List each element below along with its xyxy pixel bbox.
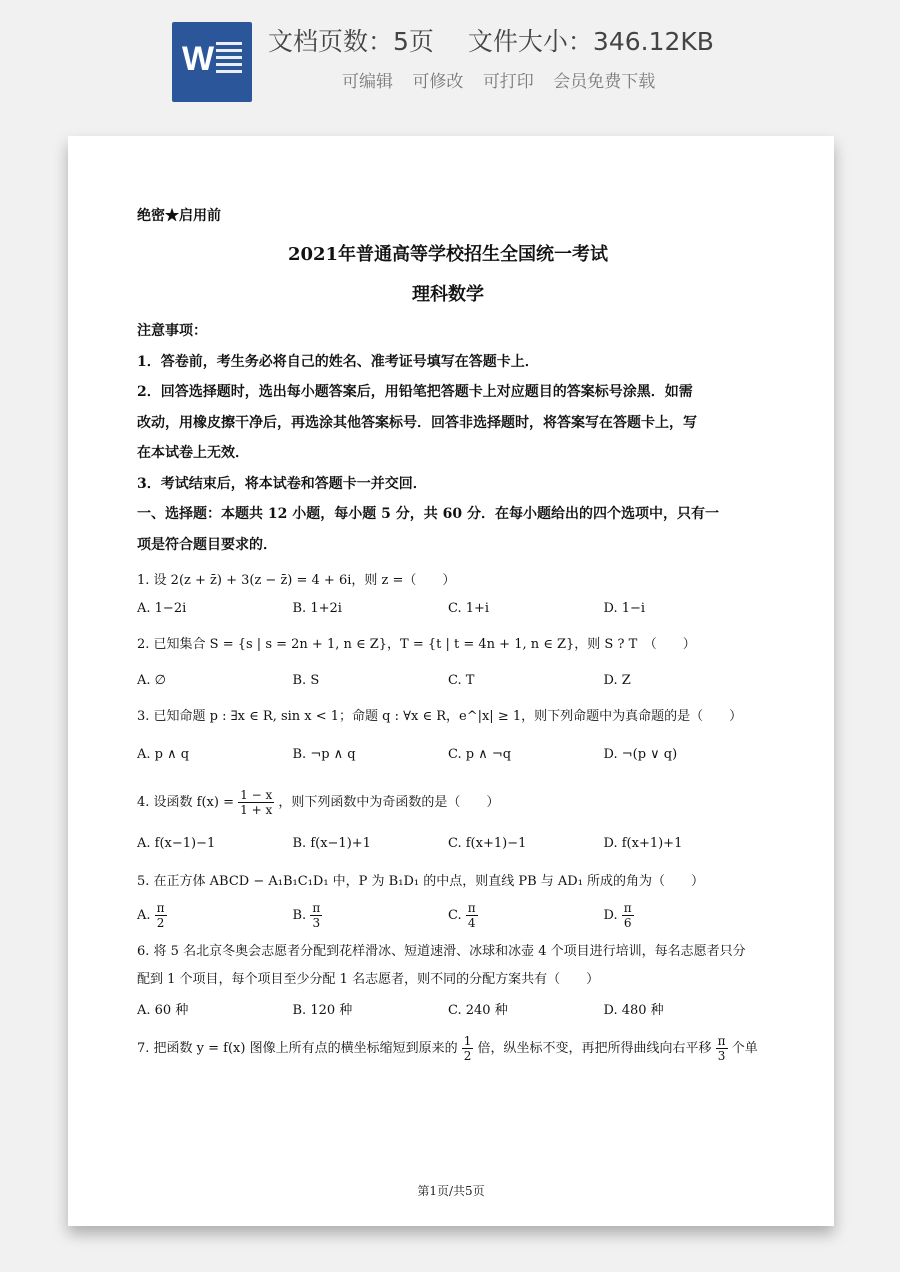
option-b: B. 1+2i xyxy=(292,601,342,616)
doc-stats xyxy=(268,22,714,58)
option-fraction xyxy=(466,901,478,930)
download-banner xyxy=(0,0,900,130)
page-count: 文档页数：5页 xyxy=(268,27,434,56)
option-label: D. xyxy=(603,908,618,923)
feature-list xyxy=(342,67,665,92)
option-b: B. f(x−1)+1 xyxy=(292,836,371,851)
question-2: 2. 已知集合 S = {s | s = 2n + 1, n ∈ Z}，T = {t | t = 4n + 1, n ∈ Z}，则 S ? T （ ） xyxy=(137,637,696,652)
fraction-numerator: π xyxy=(156,901,165,915)
option-d xyxy=(604,901,760,930)
option-d: D. 480 种 xyxy=(603,1003,664,1018)
option-b: B. S xyxy=(292,673,320,688)
option-label: B. xyxy=(292,908,307,923)
question-4-options xyxy=(137,833,759,855)
fraction-numerator: π xyxy=(717,1034,726,1048)
fraction-numerator: π xyxy=(312,901,321,915)
option-a: A. f(x−1)−1 xyxy=(137,836,216,851)
fraction-denominator: 2 xyxy=(463,1049,472,1063)
fraction-numerator: π xyxy=(467,901,476,915)
note-2c: 在本试卷上无效． xyxy=(137,445,249,461)
note-2b: 改动，用橡皮擦干净后，再选涂其他答案标号．回答非选择题时，将答案写在答题卡上，写 xyxy=(137,414,697,431)
option-fraction xyxy=(155,901,167,930)
fraction-denominator: 3 xyxy=(717,1049,726,1063)
option-a xyxy=(137,901,293,930)
fraction-denominator: 6 xyxy=(623,916,632,930)
feature-printable: 可打印 xyxy=(482,72,534,92)
option-d: D. f(x+1)+1 xyxy=(603,836,683,851)
option-a: A. p ∧ q xyxy=(137,747,190,762)
word-icon: W xyxy=(172,22,252,102)
option-d: D. 1−i xyxy=(603,601,646,616)
exam-title: 2021年普通高等学校招生全国统一考试 xyxy=(287,244,609,265)
section-heading-1a: 一、选择题：本题共 12 小题，每小题 5 分，共 60 分．在每小题给出的四个选项中，只有一 xyxy=(137,506,719,522)
exam-subject: 理科数学 xyxy=(412,284,484,305)
question-5-options xyxy=(137,901,759,930)
option-c: C. f(x+1)−1 xyxy=(448,836,527,851)
fraction-denominator: 4 xyxy=(467,916,476,930)
question-7-pi-third xyxy=(716,1034,728,1063)
question-6a: 6. 将 5 名北京冬奥会志愿者分配到花样滑冰、短道速滑、冰球和冰壶 4 个项目进行培训，每名志愿者只分 xyxy=(137,944,746,959)
fraction-numerator: 1 xyxy=(463,1034,472,1048)
fraction-denominator: 2 xyxy=(156,916,165,930)
question-3: 3. 已知命题 p : ∃x ∈ R, sin x < 1；命题 q : ∀x ∈ R，e^|x| ≥ 1，则下列命题中为真命题的是（ ） xyxy=(137,709,743,724)
option-c: C. p ∧ ¬q xyxy=(448,747,512,762)
document-page xyxy=(68,136,834,1226)
feature-editable: 可编辑 xyxy=(342,72,393,92)
question-5: 5. 在正方体 ABCD − A₁B₁C₁D₁ 中，P 为 B₁D₁ 的中点，则直线 PB 与 AD₁ 所成的角为（ ） xyxy=(137,874,705,889)
fraction-denominator: 3 xyxy=(312,916,321,930)
option-c: C. T xyxy=(448,673,475,688)
question-3-options xyxy=(137,744,759,766)
option-c: C. 240 种 xyxy=(448,1003,508,1018)
fraction-denominator: 1 + x xyxy=(240,803,273,817)
option-b: B. 120 种 xyxy=(292,1003,353,1018)
fraction-numerator: π xyxy=(623,901,632,915)
option-label: C. xyxy=(448,908,462,923)
option-a: A. ∅ xyxy=(137,673,166,688)
option-fraction xyxy=(622,901,634,930)
option-a: A. 1−2i xyxy=(137,601,187,616)
feature-free-download: 会员免费下载 xyxy=(553,72,656,92)
question-7-end: 个单 xyxy=(731,1041,758,1056)
option-d: D. Z xyxy=(603,673,631,688)
option-a: A. 60 种 xyxy=(137,1003,189,1018)
question-7-stem: 7. 把函数 y = f(x) 图像上所有点的横坐标缩短到原来的 xyxy=(137,1041,458,1056)
option-fraction xyxy=(310,901,322,930)
section-heading-1b: 项是符合题目要求的． xyxy=(137,536,277,553)
question-7-half xyxy=(462,1034,474,1063)
option-c: C. 1+i xyxy=(448,601,490,616)
note-2a: 2．回答选择题时，选出每小题答案后，用铅笔把答题卡上对应题目的答案标号涂黑．如需 xyxy=(137,384,693,400)
notes-heading: 注意事项： xyxy=(137,323,207,339)
question-6b: 配到 1 个项目，每个项目至少分配 1 名志愿者，则不同的分配方案共有（ ） xyxy=(137,972,600,987)
note-1: 1．答卷前，考生务必将自己的姓名、准考证号填写在答题卡上． xyxy=(137,353,539,370)
question-1: 1. 设 2(z + z̄) + 3(z − z̄) = 4 + 6i，则 z =（ ） xyxy=(137,573,456,588)
note-3: 3．考试结束后，将本试卷和答题卡一并交回． xyxy=(137,475,427,492)
option-c xyxy=(448,901,604,930)
question-7 xyxy=(137,1034,759,1063)
question-4-stem: 4. 设函数 f(x) = xyxy=(137,795,234,810)
secret-mark: 绝密★启用前 xyxy=(137,208,221,224)
question-6-options xyxy=(137,1000,759,1022)
file-size: 文件大小：346.12KB xyxy=(467,27,714,56)
page-footer: 第1页/共5页 xyxy=(417,1184,485,1198)
question-4-ask: ，则下列函数中为奇函数的是（ ） xyxy=(278,795,500,810)
question-2-options xyxy=(137,670,759,692)
option-d: D. ¬(p ∨ q) xyxy=(603,747,678,762)
question-7-middle: 倍，纵坐标不变，再把所得曲线向右平移 xyxy=(477,1041,712,1056)
fraction-numerator: 1 − x xyxy=(240,788,273,802)
option-b: B. ¬p ∧ q xyxy=(292,747,356,762)
question-1-options xyxy=(137,598,759,620)
question-4-fraction xyxy=(238,788,274,817)
question-4 xyxy=(137,788,759,817)
feature-modifiable: 可修改 xyxy=(412,72,464,92)
option-b xyxy=(293,901,449,930)
option-label: A. xyxy=(137,908,151,923)
page-content xyxy=(137,204,759,1063)
